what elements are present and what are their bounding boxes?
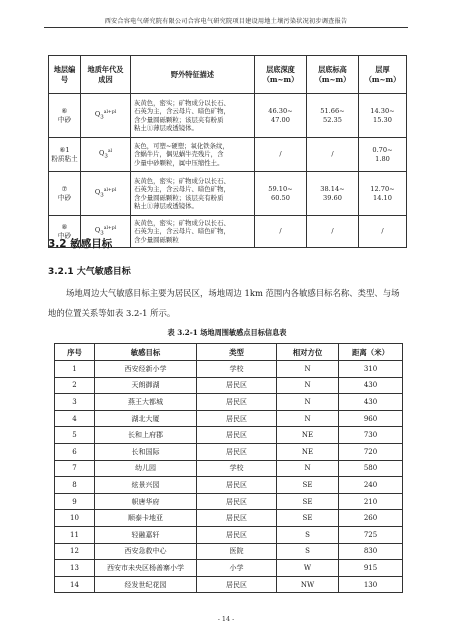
stratum-row [49,172,407,216]
age-symbol: Q [98,149,105,158]
cell-line: / [279,227,282,236]
row-number-cell: 9 [55,493,95,510]
cell-line: / [279,150,282,159]
field-description-cell [131,216,255,248]
age-subscript: 3 [100,192,104,199]
direction-cell: SE [277,477,339,494]
sensitive-header-cell: 序号 [55,344,95,361]
direction-cell: S [277,526,339,543]
distance-cell: 915 [339,560,403,577]
age-superscript: al+pl [103,187,117,193]
age-superscript: al [107,148,113,154]
layer-thickness-cell [359,94,407,138]
bottom-depth-cell [255,216,307,248]
running-header: 西安合容电气研究院有限公司合容电气研究院项目建设用地土壤污染状况初步调查报告 [104,18,348,25]
target-name-cell: 长和国际 [95,443,197,460]
target-name-cell: 幼儿园 [95,460,197,477]
cell-line: 52.35 [323,115,342,124]
layer-thickness-cell [359,216,407,248]
target-type-cell: 居民区 [197,510,277,527]
age-symbol: Q [94,110,101,119]
target-type-cell: 学校 [197,361,277,378]
sensitive-header-cell: 敏感目标 [95,344,197,361]
target-name-cell: 炫景兴园 [95,477,197,494]
row-number-cell: 7 [55,460,95,477]
target-name-cell: 燕王大都城 [95,394,197,411]
age-superscript: al+pl [103,225,117,231]
cell-line: 少量中砂颗粒，属中压缩性土。 [134,158,224,167]
sensitive-target-row [55,493,403,510]
stratum-row [49,138,407,172]
cell-line: 14.30~ [370,106,395,115]
field-description-cell [131,94,255,138]
direction-cell: NW [277,576,339,593]
stratum-id-name: 中砂 [57,231,72,240]
stratum-header-cell: 地层编号 [49,56,81,94]
sensitive-target-row [55,543,403,560]
target-name-cell: 长和上府郡 [95,427,197,444]
cell-line: 1.80 [375,154,390,163]
cell-line: 12.70~ [370,184,395,193]
bottom-elevation-cell [307,172,359,216]
target-name-cell: 天朗御湖 [95,377,197,394]
section-heading: 3.2 敏感目标 [48,238,113,250]
cell-line: 39.60 [323,193,342,202]
stratum-id-name: 中砂 [57,193,72,202]
layer-thickness-cell [359,138,407,172]
distance-cell: 830 [339,543,403,560]
target-type-cell: 居民区 [197,576,277,593]
sensitive-targets-table [54,343,403,593]
direction-cell: SE [277,493,339,510]
distance-cell: 730 [339,427,403,444]
age-subscript: 3 [104,153,108,160]
target-name-cell: 西安经新小学 [95,361,197,378]
direction-cell: N [277,361,339,378]
row-number-cell: 13 [55,560,95,577]
distance-cell: 960 [339,410,403,427]
row-number-cell: 2 [55,377,95,394]
bottom-elevation-cell [307,138,359,172]
distance-cell: 720 [339,443,403,460]
target-name-cell: 顺泰卡地亚 [95,510,197,527]
row-number-cell: 4 [55,410,95,427]
field-description-cell [131,172,255,216]
target-type-cell: 居民区 [197,443,277,460]
target-name-cell: 经发世纪花园 [95,576,197,593]
cell-line: 含蜗牛片，偶见蜗牛壳残片，含 [134,150,224,159]
cell-line: 60.50 [271,193,290,202]
target-type-cell: 学校 [197,460,277,477]
stratum-header-cell: 层底标高（m~m） [307,56,359,94]
cell-line: 47.00 [271,115,290,124]
stratum-id-number: ⑦ [61,184,68,193]
direction-cell: N [277,377,339,394]
cell-line: 灰黄色，密实；矿物成分以长石、 [134,98,230,107]
row-number-cell: 6 [55,443,95,460]
sensitive-header-cell: 距离（米） [339,344,403,361]
row-number-cell: 10 [55,510,95,527]
bottom-elevation-cell [307,94,359,138]
sensitive-target-row [55,377,403,394]
cell-line: 灰黄色，密实；矿物成分以长石、 [134,176,230,185]
distance-cell: 240 [339,477,403,494]
row-number-cell: 5 [55,427,95,444]
target-type-cell: 居民区 [197,427,277,444]
stratum-id-number: ⑥ [61,106,68,115]
cell-line: 石英为主，含云母片、暗色矿物， [134,107,230,116]
target-name-cell: 西安市未央区杨善寨小学 [95,560,197,577]
cell-line: 46.30~ [268,106,293,115]
sensitive-target-row [55,526,403,543]
age-subscript: 3 [100,114,104,121]
distance-cell: 430 [339,377,403,394]
target-name-cell: 湖北大厦 [95,410,197,427]
bottom-depth-cell [255,172,307,216]
sensitive-target-row [55,443,403,460]
cell-line: 粘土①薄层或透镜体。 [134,123,198,132]
stratum-header-cell: 地质年代及成因 [81,56,131,94]
geologic-age-cell [81,172,131,216]
layer-thickness-cell [359,172,407,216]
target-name-cell: 轻融嘉轩 [95,526,197,543]
direction-cell: S [277,543,339,560]
cell-line: 灰色，可塑~硬塑；氧化铁条纹， [134,141,229,150]
distance-cell: 430 [339,394,403,411]
body-paragraph: 场地周边大气敏感目标主要为居民区，场地周边 1km 范围内各敏感目标名称、类型、与场地的位置关系等如表 3.2-1 所示。 [48,288,400,318]
target-type-cell: 医院 [197,543,277,560]
stratum-id-cell [49,138,81,172]
cell-line: / [331,150,334,159]
row-number-cell: 12 [55,543,95,560]
stratum-header-cell: 野外特征描述 [131,56,255,94]
row-number-cell: 1 [55,361,95,378]
geologic-age-cell [81,138,131,172]
row-number-cell: 3 [55,394,95,411]
target-type-cell: 居民区 [197,377,277,394]
row-number-cell: 8 [55,477,95,494]
row-number-cell: 14 [55,576,95,593]
cell-line: 15.30 [373,115,392,124]
sensitive-target-row [55,560,403,577]
stratum-table [48,55,407,248]
bottom-depth-cell [255,138,307,172]
row-number-cell: 11 [55,526,95,543]
cell-line: 14.10 [373,193,392,202]
sensitive-target-row [55,361,403,378]
stratum-header-cell: 层厚（m~m） [359,56,407,94]
target-type-cell: 居民区 [197,410,277,427]
subsection-heading: 3.2.1 大气敏感目标 [48,267,131,277]
direction-cell: W [277,560,339,577]
sensitive-target-row [55,460,403,477]
stratum-table-header-row [49,56,407,94]
stratum-id-cell [49,172,81,216]
target-name-cell: 西安急救中心 [95,543,197,560]
cell-line: / [331,227,334,236]
target-name-cell: 帜唐华府 [95,493,197,510]
target-type-cell: 小学 [197,560,277,577]
sensitive-target-row [55,576,403,593]
target-type-cell: 居民区 [197,493,277,510]
cell-line: 含少量圆砾颗粒 [134,235,179,244]
sensitive-table-header-row [55,344,403,361]
table-caption: 表 3.2-1 场地周围敏感点目标信息表 [167,328,287,337]
distance-cell: 580 [339,460,403,477]
distance-cell: 725 [339,526,403,543]
age-subscript: 3 [100,230,104,237]
cell-line: 0.70~ [372,145,393,154]
stratum-id-cell [49,94,81,138]
stratum-id-name: 中砂 [57,115,72,124]
direction-cell: N [277,394,339,411]
direction-cell: NE [277,427,339,444]
stratum-id-name: 粉质粘土 [51,154,78,163]
distance-cell: 210 [339,493,403,510]
sensitive-header-cell: 类型 [197,344,277,361]
distance-cell: 310 [339,361,403,378]
cell-line: 灰黄色，密实；矿物成分以长石、 [134,218,230,227]
direction-cell: SE [277,510,339,527]
target-type-cell: 居民区 [197,394,277,411]
age-symbol: Q [94,226,101,235]
age-superscript: al+pl [103,109,117,115]
page-number: - 14 - [217,615,235,623]
cell-line: 石英为主，含云母片、暗色矿物， [134,227,230,236]
sensitive-header-cell: 相对方位 [277,344,339,361]
stratum-header-cell: 层底深度（m~m） [255,56,307,94]
cell-line: 51.66~ [320,106,345,115]
cell-line: 38.14~ [320,184,345,193]
geologic-age-cell [81,94,131,138]
direction-cell: NE [277,443,339,460]
target-type-cell: 居民区 [197,477,277,494]
sensitive-target-row [55,510,403,527]
header-rule [44,27,408,28]
distance-cell: 130 [339,576,403,593]
cell-line: 含少量圆砾颗粒；该层夹有粉质 [134,193,224,202]
cell-line: / [381,227,384,236]
stratum-id-number: ⑧ [61,222,68,231]
direction-cell: N [277,460,339,477]
cell-line: 石英为主，含云母片、暗色矿物， [134,185,230,194]
direction-cell: N [277,410,339,427]
sensitive-target-row [55,427,403,444]
target-type-cell: 居民区 [197,526,277,543]
field-description-cell [131,138,255,172]
cell-line: 含少量圆砾颗粒；该层夹有粉质 [134,115,224,124]
bottom-elevation-cell [307,216,359,248]
stratum-row [49,94,407,138]
sensitive-target-row [55,394,403,411]
cell-line: 59.10~ [268,184,293,193]
stratum-id-number: ⑥1 [59,145,70,154]
distance-cell: 260 [339,510,403,527]
sensitive-target-row [55,477,403,494]
age-symbol: Q [94,188,101,197]
sensitive-target-row [55,410,403,427]
cell-line: 粘土①薄层或透镜体。 [134,201,198,210]
bottom-depth-cell [255,94,307,138]
